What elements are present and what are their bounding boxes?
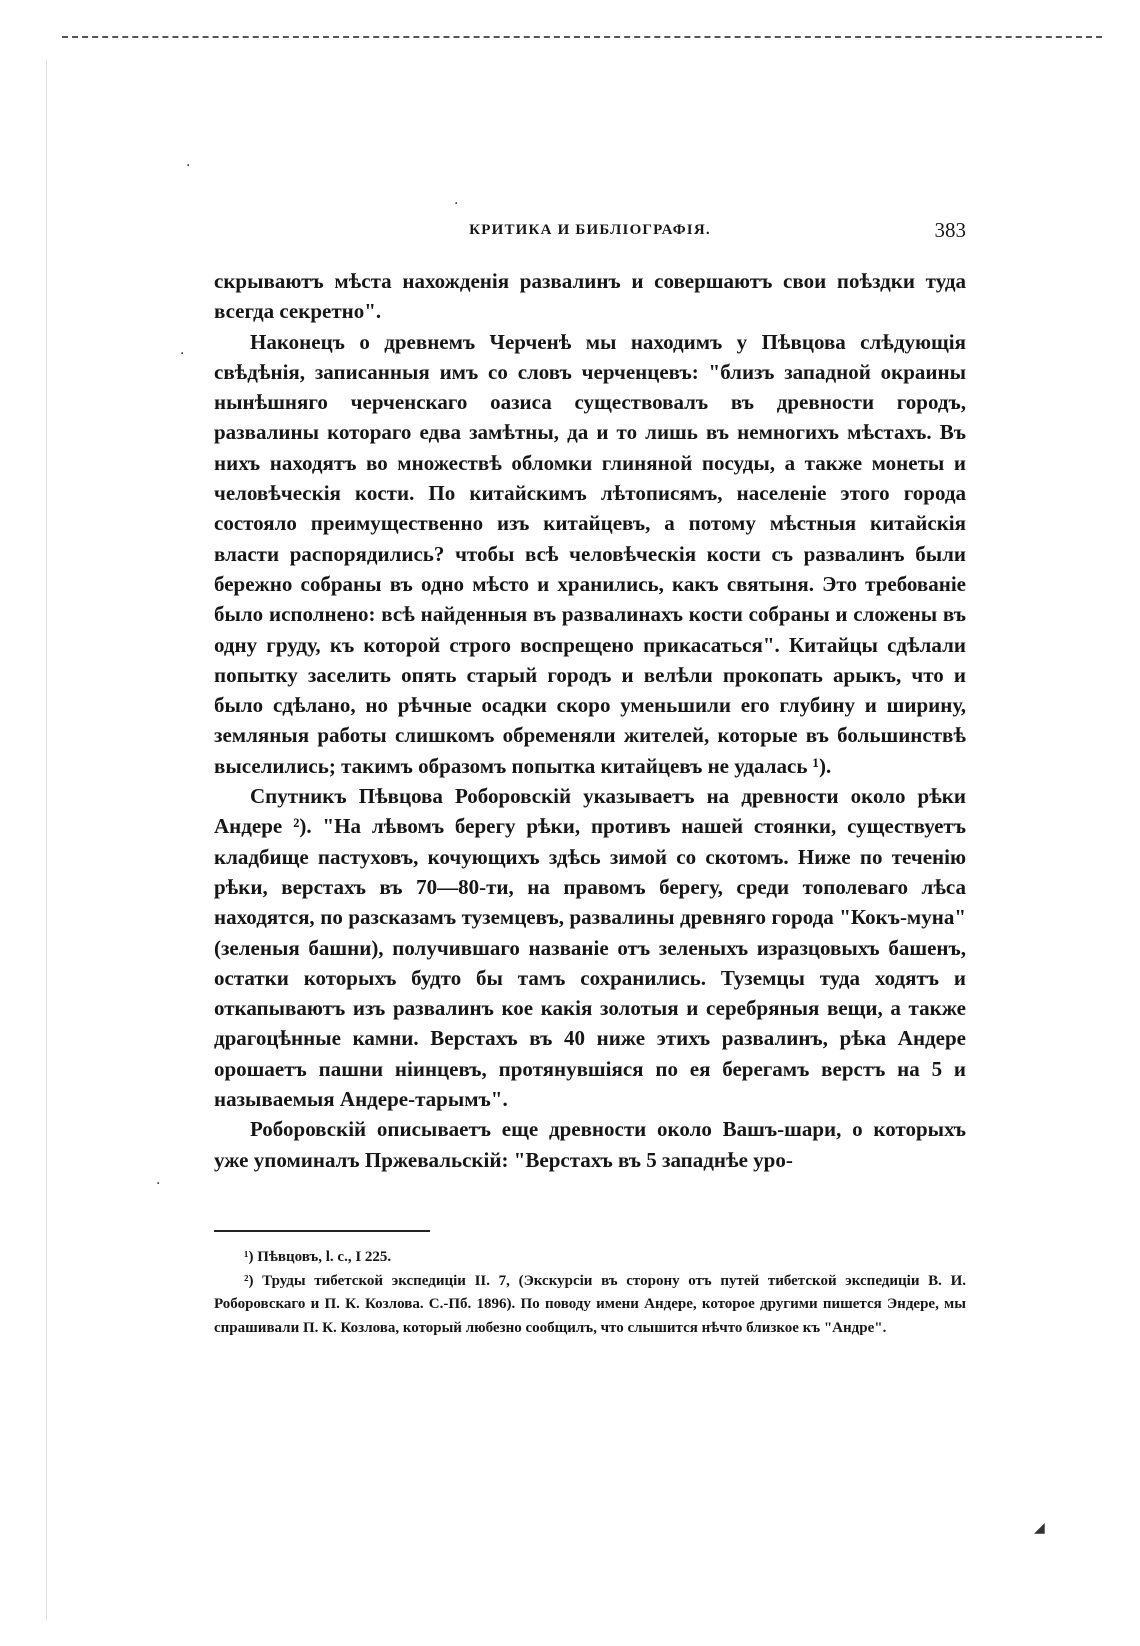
page-number: 383 [934, 218, 966, 242]
top-scan-border [62, 36, 1102, 38]
page-header [214, 218, 966, 246]
footnote-separator [214, 1230, 430, 1232]
footnotes [214, 1246, 966, 1340]
paragraph: Роборовскій описываетъ еще древности около Вашъ-шари, о которыхъ уже упоминалъ Пржевальскій: "Верстахъ въ 5 западнѣе уро- [214, 1117, 966, 1172]
speck-mark: · [156, 1176, 161, 1192]
corner-mark: ◢ [1034, 1520, 1045, 1536]
page-edge-shadow [46, 60, 47, 1620]
body-text [214, 266, 966, 1175]
speck-mark: · [454, 196, 459, 212]
speck-mark: · [180, 346, 185, 362]
speck-mark: · [186, 158, 191, 174]
footnote: ²) Труды тибетской экспедиціи II. 7, (Экскурсіи въ сторону отъ путей тибетской экспедиціи В. И. Роборовскаго и П. К. Козлова. С.-Пб. 1896). По поводу имени Андере, которое другими пишется Эндере, мы спрашивали П. К. Козлова, который любезно сообщилъ, что слышится нѣчто близкое къ "Андре". [214, 1272, 966, 1336]
paragraph: Наконецъ о древнемъ Черченѣ мы находимъ у Пѣвцова слѣдующія свѣдѣнія, записанныя имъ со словъ черченцевъ: "близъ западной окраины нынѣшняго черченскаго оазиса существовалъ въ древности городъ, развалины котораго едва замѣтны, да и то лишь въ немногихъ мѣстахъ. Въ нихъ находятъ во множествѣ обломки глиняной посуды, а также монеты и человѣческія кости. По китайскимъ лѣтописямъ, населеніе этого города состояло преимущественно изъ китайцевъ, а потому мѣстныя китайскія власти распорядились? чтобы всѣ человѣческія кости съ развалинъ были бережно собраны въ одно мѣсто и хранились, какъ святыня. Это требованіе было исполнено: всѣ найденныя въ развалинахъ кости собраны и сложены въ одну груду, къ которой строго воспрещено прикасаться". Китайцы сдѣлали попытку заселить опять старый городъ и велѣли прокопать арыкъ, что и было сдѣлано, но рѣчные осадки скоро уменьшили его глубину и ширину, земляныя работы слишкомъ обременяли жителей, которые въ большинствѣ выселились; такимъ образомъ попытка китайцевъ не удалась ¹). [214, 329, 966, 778]
running-title: КРИТИКА И БИБЛІОГРАФІЯ. [469, 222, 711, 238]
footnote: ¹) Пѣвцовъ, l. c., I 225. [244, 1249, 392, 1265]
paragraph: скрываютъ мѣста нахожденія развалинъ и совершаютъ свои поѣздки туда всегда секретно". [214, 269, 966, 324]
paragraph: Спутникъ Пѣвцова Роборовскій указываетъ на древности около рѣки Андере ²). "На лѣвомъ берегу рѣки, противъ нашей стоянки, существуетъ кладбище пастуховъ, кочующихъ здѣсь зимой со скотомъ. Ниже по теченію рѣки, верстахъ въ 70—80-ти, на правомъ берегу, среди тополеваго лѣса находятся, по разсказамъ туземцевъ, развалины древняго города "Кокъ-муна" (зеленыя башни), получившаго названіе отъ зеленыхъ изразцовыхъ башенъ, остатки которыхъ будто бы тамъ сохранились. Туземцы туда ходятъ и откапываютъ изъ развалинъ кое какія золотыя и серебряныя вещи, а также драгоцѣнные камни. Верстахъ въ 40 ниже этихъ развалинъ, рѣка Андере орошаетъ пашни ніинцевъ, протянувшіяся по ея берегамъ верстъ на 5 и называемыя Андере-тарымъ". [214, 784, 966, 1112]
